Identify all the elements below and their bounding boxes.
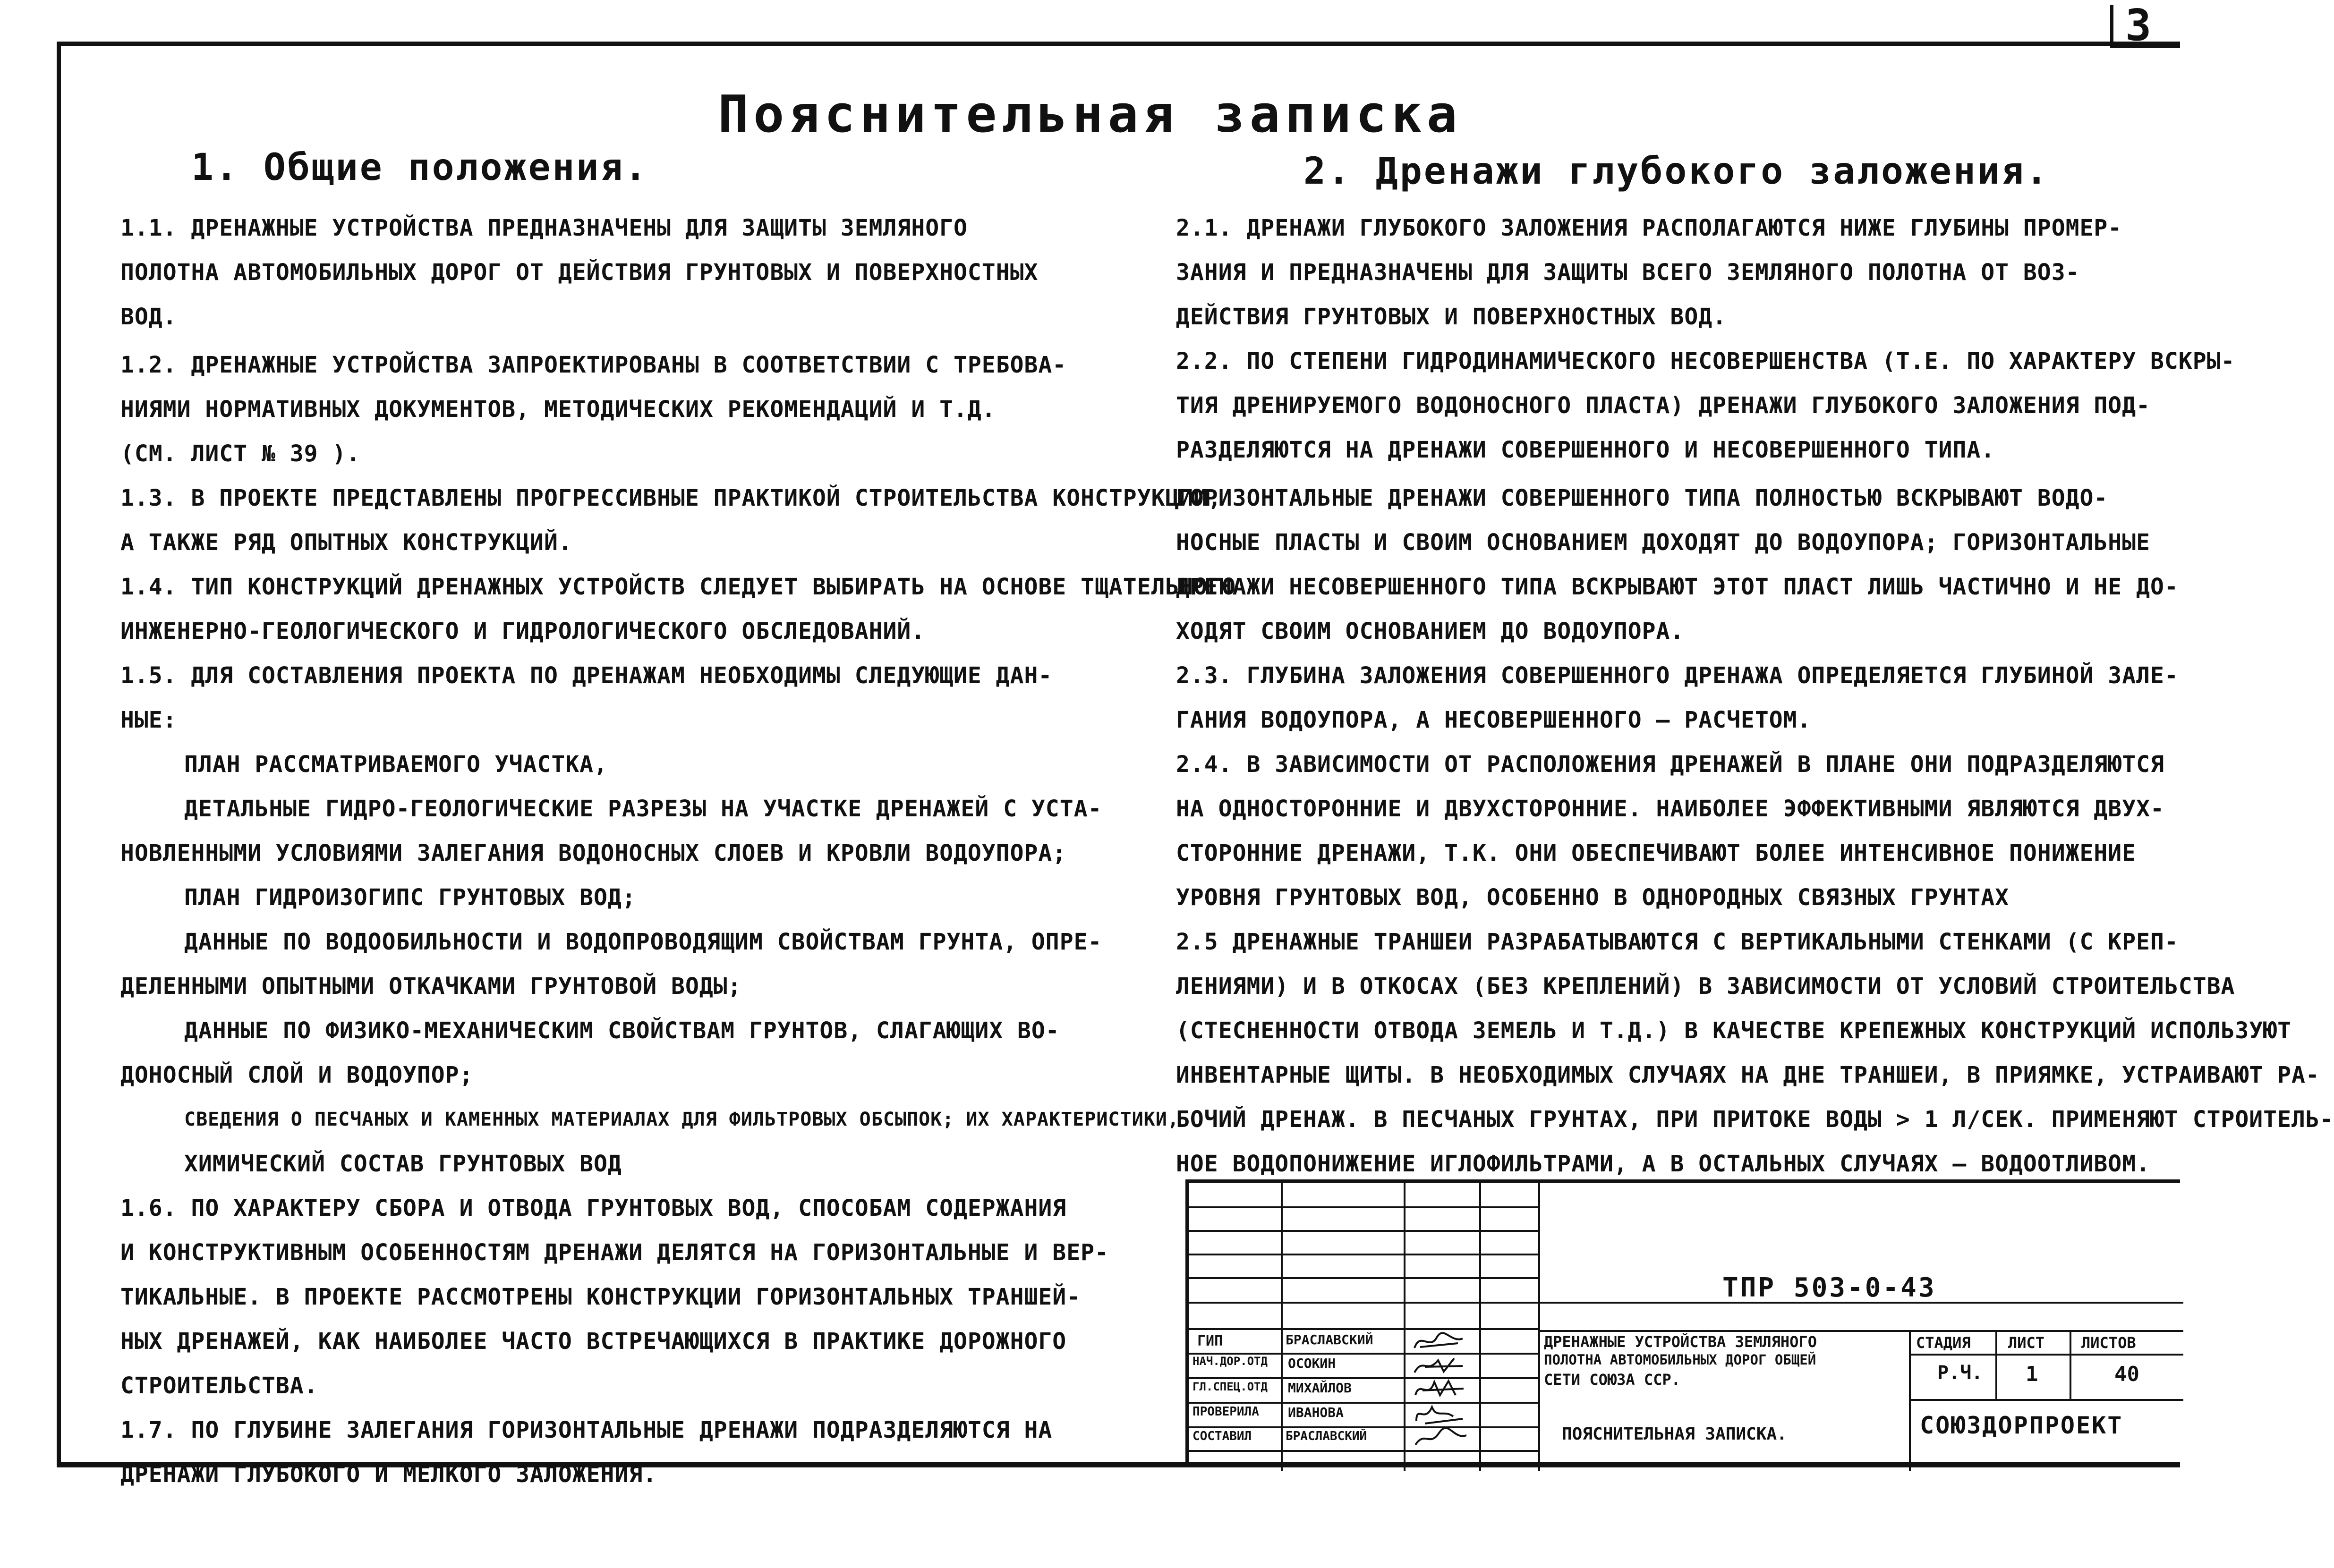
text-line: 2.2. ПО СТЕПЕНИ ГИДРОДИНАМИЧЕСКОГО НЕСОВЕРШЕНСТВА (Т.Е. ПО ХАРАКТЕРУ ВСКРЫ-: [1176, 348, 2235, 374]
person-name: ОСОКИН: [1288, 1356, 1336, 1371]
sheet-number: 3: [2125, 0, 2152, 51]
text-line: 2.4. В ЗАВИСИМОСТИ ОТ РАСПОЛОЖЕНИЯ ДРЕНАЖЕЙ В ПЛАНЕ ОНИ ПОДРАЗДЕЛЯЮТСЯ: [1176, 751, 2164, 778]
signature-mark: [1414, 1358, 1463, 1373]
sheet-header: ЛИСТ: [2008, 1334, 2045, 1352]
section-heading-deep-drains: 2. Дренажи глубокого заложения.: [1303, 150, 2050, 193]
text-line: СТОРОННИЕ ДРЕНАЖИ, Т.К. ОНИ ОБЕСПЕЧИВАЮТ БОЛЕЕ ИНТЕНСИВНОЕ ПОНИЖЕНИЕ: [1176, 840, 2137, 866]
text-line: НИЯМИ НОРМАТИВНЫХ ДОКУМЕНТОВ, МЕТОДИЧЕСКИХ РЕКОМЕНДАЦИЙ И Т.Д.: [120, 396, 996, 423]
role-label: ПРОВЕРИЛА: [1193, 1405, 1259, 1419]
text-line: А ТАКЖЕ РЯД ОПЫТНЫХ КОНСТРУКЦИЙ.: [120, 529, 572, 556]
text-line: 2.5 ДРЕНАЖНЫЕ ТРАНШЕИ РАЗРАБАТЫВАЮТСЯ С ВЕРТИКАЛЬНЫМИ СТЕНКАМИ (С КРЕП-: [1176, 929, 2179, 955]
text-line: ДОНОСНЫЙ СЛОЙ И ВОДОУПОР;: [120, 1062, 474, 1088]
text-line: РАЗДЕЛЯЮТСЯ НА ДРЕНАЖИ СОВЕРШЕННОГО И НЕСОВЕРШЕННОГО ТИПА.: [1176, 437, 1995, 463]
grid-line: [2070, 1330, 2071, 1399]
text-line: И КОНСТРУКТИВНЫМ ОСОБЕННОСТЯМ ДРЕНАЖИ ДЕЛЯТСЯ НА ГОРИЗОНТАЛЬНЫЕ И ВЕР-: [120, 1239, 1109, 1266]
text-line: ДРЕНАЖИ НЕСОВЕРШЕННОГО ТИПА ВСКРЫВАЮТ ЭТОТ ПЛАСТ ЛИШЬ ЧАСТИЧНО И НЕ ДО-: [1176, 574, 2179, 600]
text-line: ДАННЫЕ ПО ФИЗИКО-МЕХАНИЧЕСКИМ СВОЙСТВАМ ГРУНТОВ, СЛАГАЮЩИХ ВО-: [184, 1017, 1060, 1044]
grid-line: [1538, 1399, 1540, 1471]
sheets-header: ЛИСТОВ: [2081, 1334, 2136, 1352]
sheet-value: 1: [2026, 1362, 2038, 1386]
grid-line: [1538, 1330, 2183, 1332]
text-line: 1.1. ДРЕНАЖНЫЕ УСТРОЙСТВА ПРЕДНАЗНАЧЕНЫ ДЛЯ ЗАЩИТЫ ЗЕМЛЯНОГО: [120, 215, 968, 241]
grid-line: [1189, 1230, 1538, 1232]
grid-line: [1995, 1330, 1997, 1399]
description-line: ПОЛОТНА АВТОМОБИЛЬНЫХ ДОРОГ ОБЩЕЙ: [1544, 1352, 1816, 1368]
text-line: БОЧИЙ ДРЕНАЖ. В ПЕСЧАНЫХ ГРУНТАХ, ПРИ ПРИТОКЕ ВОДЫ > 1 Л/СЕК. ПРИМЕНЯЮТ СТРОИТЕЛЬ-: [1176, 1106, 2334, 1133]
person-name: БРАСЛАВСКИЙ: [1286, 1332, 1373, 1348]
text-line: 1.4. ТИП КОНСТРУКЦИЙ ДРЕНАЖНЫХ УСТРОЙСТВ СЛЕДУЕТ ВЫБИРАТЬ НА ОСНОВЕ ТЩАТЕЛЬНОГО: [120, 574, 1236, 600]
role-label: НАЧ.ДОР.ОТД: [1193, 1355, 1268, 1368]
person-name: БРАСЛАВСКИЙ: [1286, 1429, 1367, 1443]
grid-line: [1189, 1206, 1538, 1208]
text-line: СВЕДЕНИЯ О ПЕСЧАНЫХ И КАМЕННЫХ МАТЕРИАЛАХ ДЛЯ ФИЛЬТРОВЫХ ОБСЫПОК; ИХ ХАРАКТЕРИСТИКИ,: [184, 1109, 1179, 1130]
text-line: ИНВЕНТАРНЫЕ ЩИТЫ. В НЕОБХОДИМЫХ СЛУЧАЯХ НА ДНЕ ТРАНШЕИ, В ПРИЯМКЕ, УСТРАИВАЮТ РА-: [1176, 1062, 2320, 1088]
text-line: 1.3. В ПРОЕКТЕ ПРЕДСТАВЛЕНЫ ПРОГРЕССИВНЫЕ ПРАКТИКОЙ СТРОИТЕЛЬСТВА КОНСТРУКЦИИ,: [120, 485, 1222, 511]
signatures: [1411, 1329, 1472, 1449]
role-label: ГИП: [1197, 1333, 1223, 1349]
text-line: (СТЕСНЕННОСТИ ОТВОДА ЗЕМЕЛЬ И Т.Д.) В КАЧЕСТВЕ КРЕПЕЖНЫХ КОНСТРУКЦИЙ ИСПОЛЬЗУЮТ: [1176, 1017, 2291, 1044]
person-name: МИХАЙЛОВ: [1288, 1380, 1352, 1396]
text-line: ГОРИЗОНТАЛЬНЫЕ ДРЕНАЖИ СОВЕРШЕННОГО ТИПА ПОЛНОСТЬЮ ВСКРЫВАЮТ ВОДО-: [1176, 485, 2108, 511]
signature-mark: [1415, 1381, 1464, 1395]
text-line: НОСНЫЕ ПЛАСТЫ И СВОИМ ОСНОВАНИЕМ ДОХОДЯТ ДО ВОДОУПОРА; ГОРИЗОНТАЛЬНЫЕ: [1176, 529, 2150, 556]
text-line: (СМ. ЛИСТ № 39 ).: [120, 441, 361, 467]
text-line: ДРЕНАЖИ ГЛУБОКОГО И МЕЛКОГО ЗАЛОЖЕНИЯ.: [120, 1461, 657, 1488]
sheets-value: 40: [2114, 1362, 2139, 1386]
grid-line: [1189, 1277, 1538, 1279]
title-block: [1185, 1179, 2180, 1467]
text-line: ХИМИЧЕСКИЙ СОСТАВ ГРУНТОВЫХ ВОД: [184, 1151, 622, 1177]
text-line: НЫХ ДРЕНАЖЕЙ, КАК НАИБОЛЕЕ ЧАСТО ВСТРЕЧАЮЩИХСЯ В ПРАКТИКЕ ДОРОЖНОГО: [120, 1328, 1067, 1355]
text-line: НОВЛЕННЫМИ УСЛОВИЯМИ ЗАЛЕГАНИЯ ВОДОНОСНЫХ СЛОЕВ И КРОВЛИ ВОДОУПОРА;: [120, 840, 1067, 866]
text-line: ДЕТАЛЬНЫЕ ГИДРО-ГЕОЛОГИЧЕСКИЕ РАЗРЕЗЫ НА УЧАСТКЕ ДРЕНАЖЕЙ С УСТА-: [184, 796, 1102, 822]
text-line: НОЕ ВОДОПОНИЖЕНИЕ ИГЛОФИЛЬТРАМИ, А В ОСТАЛЬНЫХ СЛУЧАЯХ — ВОДООТЛИВОМ.: [1176, 1151, 2150, 1177]
doc-title: ПОЯСНИТЕЛЬНАЯ ЗАПИСКА.: [1562, 1424, 1787, 1444]
grid-line: [1189, 1426, 1538, 1428]
text-line: 1.6. ПО ХАРАКТЕРУ СБОРА И ОТВОДА ГРУНТОВЫХ ВОД, СПОСОБАМ СОДЕРЖАНИЯ: [120, 1195, 1067, 1221]
text-line: 1.5. ДЛЯ СОСТАВЛЕНИЯ ПРОЕКТА ПО ДРЕНАЖАМ НЕОБХОДИМЫ СЛЕДУЮЩИЕ ДАН-: [120, 662, 1053, 689]
grid-line: [1189, 1402, 1538, 1404]
text-line: ТИЯ ДРЕНИРУЕМОГО ВОДОНОСНОГО ПЛАСТА) ДРЕНАЖИ ГЛУБОКОГО ЗАЛОЖЕНИЯ ПОД-: [1176, 392, 2150, 419]
role-label: ГЛ.СПЕЦ.ОТД: [1193, 1380, 1268, 1393]
role-label: СОСТАВИЛ: [1193, 1429, 1252, 1443]
text-line: ИНЖЕНЕРНО-ГЕОЛОГИЧЕСКОГО И ГИДРОЛОГИЧЕСКОГО ОБСЛЕДОВАНИЙ.: [120, 618, 926, 644]
description-line: ДРЕНАЖНЫЕ УСТРОЙСТВА ЗЕМЛЯНОГО: [1544, 1333, 1817, 1351]
right-column-text: [1176, 206, 2334, 1186]
grid-line: [1189, 1328, 1538, 1330]
page-title: Пояснительная записка: [718, 85, 1462, 144]
text-line: ГАНИЯ ВОДОУПОРА, А НЕСОВЕРШЕННОГО — РАСЧЕТОМ.: [1176, 707, 1812, 733]
description-line: СЕТИ СОЮЗА ССР.: [1544, 1371, 1680, 1389]
stage-value: Р.Ч.: [1937, 1362, 1983, 1384]
grid-line: [1909, 1399, 2183, 1401]
grid-line: [1909, 1354, 2183, 1356]
text-line: ПЛАН ГИДРОИЗОГИПС ГРУНТОВЫХ ВОД;: [184, 884, 636, 911]
text-line: НА ОДНОСТОРОННИЕ И ДВУХСТОРОННИЕ. НАИБОЛЕЕ ЭФФЕКТИВНЫМИ ЯВЛЯЮТСЯ ДВУХ-: [1176, 796, 2164, 822]
text-line: ЗАНИЯ И ПРЕДНАЗНАЧЕНЫ ДЛЯ ЗАЩИТЫ ВСЕГО ЗЕМЛЯНОГО ПОЛОТНА ОТ ВОЗ-: [1176, 259, 2080, 286]
text-line: НЫЕ:: [120, 707, 177, 733]
text-line: 2.3. ГЛУБИНА ЗАЛОЖЕНИЯ СОВЕРШЕННОГО ДРЕНАЖА ОПРЕДЕЛЯЕТСЯ ГЛУБИНОЙ ЗАЛЕ-: [1176, 662, 2179, 689]
text-line: 2.1. ДРЕНАЖИ ГЛУБОКОГО ЗАЛОЖЕНИЯ РАСПОЛАГАЮТСЯ НИЖЕ ГЛУБИНЫ ПРОМЕР-: [1176, 215, 2122, 241]
text-line: ХОДЯТ СВОИМ ОСНОВАНИЕМ ДО ВОДОУПОРА.: [1176, 618, 1685, 644]
text-line: ДЕЙСТВИЯ ГРУНТОВЫХ И ПОВЕРХНОСТНЫХ ВОД.: [1176, 304, 1727, 330]
text-line: 1.2. ДРЕНАЖНЫЕ УСТРОЙСТВА ЗАПРОЕКТИРОВАНЫ В СООТВЕТСТВИИ С ТРЕБОВА-: [120, 352, 1067, 378]
grid-line: [1189, 1450, 1538, 1452]
text-line: СТРОИТЕЛЬСТВА.: [120, 1373, 318, 1399]
text-line: ПОЛОТНА АВТОМОБИЛЬНЫХ ДОРОГ ОТ ДЕЙСТВИЯ ГРУНТОВЫХ И ПОВЕРХНОСТНЫХ: [120, 259, 1039, 286]
organization-name: СОЮЗДОРПРОЕКТ: [1920, 1412, 2123, 1439]
text-line: ТИКАЛЬНЫЕ. В ПРОЕКТЕ РАССМОТРЕНЫ КОНСТРУКЦИИ ГОРИЗОНТАЛЬНЫХ ТРАНШЕЙ-: [120, 1284, 1081, 1310]
grid-line: [1189, 1254, 1538, 1255]
signature-mark: [1416, 1407, 1463, 1424]
person-name: ИВАНОВА: [1288, 1405, 1344, 1420]
text-line: ВОД.: [120, 304, 177, 330]
text-line: ДАННЫЕ ПО ВОДООБИЛЬНОСТИ И ВОДОПРОВОДЯЩИМ СВОЙСТВАМ ГРУНТА, ОПРЕ-: [184, 929, 1102, 955]
signature-mark: [1415, 1428, 1466, 1445]
project-code: ТПР 503-0-43: [1722, 1272, 1936, 1303]
section-heading-general: 1. Общие положения.: [191, 146, 649, 189]
text-line: УРОВНЯ ГРУНТОВЫХ ВОД, ОСОБЕННО В ОДНОРОДНЫХ СВЯЗНЫХ ГРУНТАХ: [1176, 884, 2010, 911]
text-line: ПЛАН РАССМАТРИВАЕМОГО УЧАСТКА,: [184, 751, 608, 778]
signature-mark: [1414, 1333, 1463, 1348]
text-line: 1.7. ПО ГЛУБИНЕ ЗАЛЕГАНИЯ ГОРИЗОНТАЛЬНЫЕ ДРЕНАЖИ ПОДРАЗДЕЛЯЮТСЯ НА: [120, 1417, 1053, 1443]
grid-line: [1189, 1377, 1538, 1379]
text-line: ДЕЛЕННЫМИ ОПЫТНЫМИ ОТКАЧКАМИ ГРУНТОВОЙ ВОДЫ;: [120, 973, 742, 1000]
stage-header: СТАДИЯ: [1916, 1334, 1971, 1352]
text-line: ЛЕНИЯМИ) И В ОТКОСАХ (БЕЗ КРЕПЛЕНИЙ) В ЗАВИСИМОСТИ ОТ УСЛОВИЙ СТРОИТЕЛЬСТВА: [1176, 973, 2235, 1000]
grid-line: [1189, 1302, 2183, 1304]
